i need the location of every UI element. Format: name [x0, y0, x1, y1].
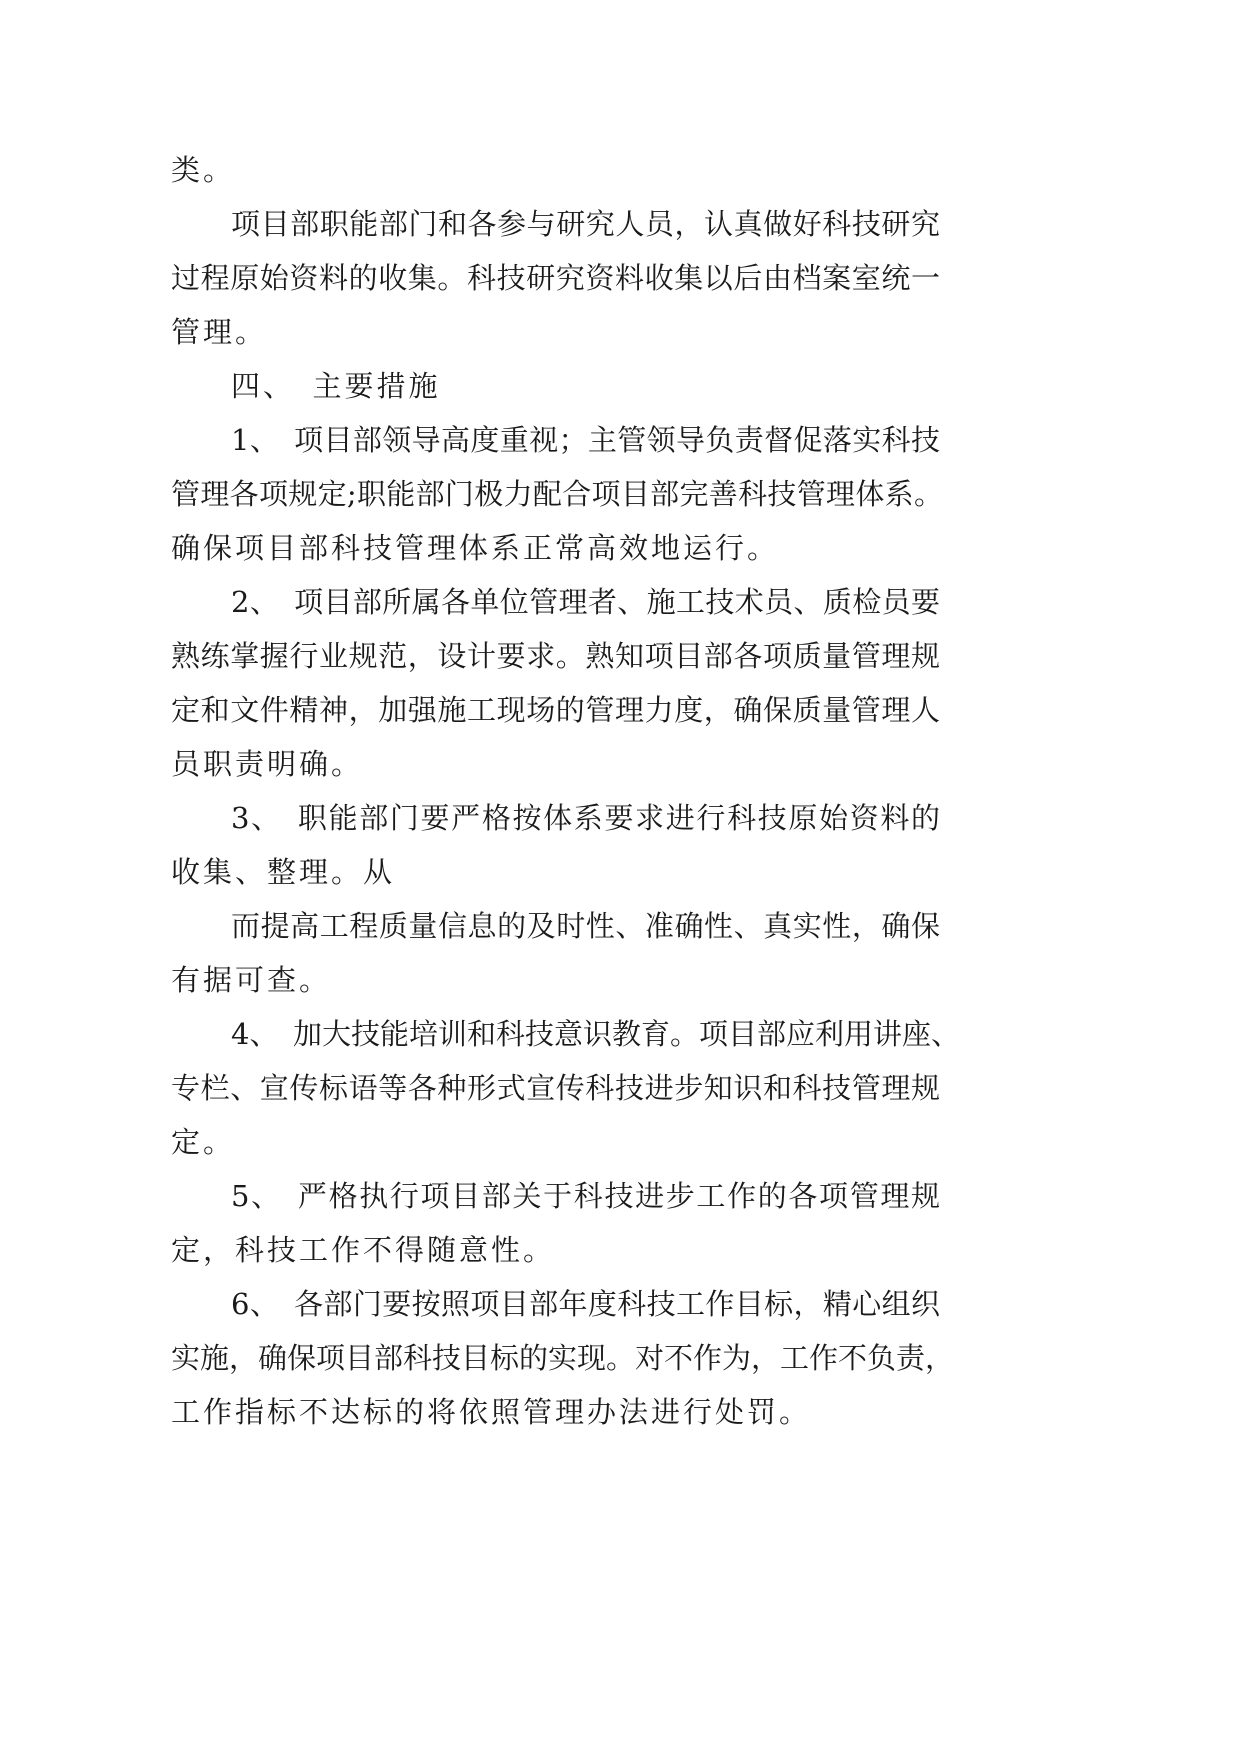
text-line: 定，科技工作不得随意性。	[171, 1233, 556, 1267]
text-line: 2、 项目部所属各单位管理者、施工技术员、质检员要	[231, 585, 940, 619]
text-line: 项目部职能部门和各参与研究人员，认真做好科技研究	[231, 207, 940, 241]
text-line: 6、 各部门要按照项目部年度科技工作目标，精心组织	[231, 1287, 940, 1321]
text-line: 定。	[171, 1125, 236, 1159]
text-line: 员职责明确。	[171, 747, 364, 781]
text-line: 实施，确保项目部科技目标的实现。对不作为，工作不负责，	[171, 1341, 955, 1375]
text-line: 定和文件精神，加强施工现场的管理力度，确保质量管理人	[171, 693, 940, 727]
text-line: 3、 职能部门要严格按体系要求进行科技原始资料的	[231, 801, 940, 835]
text-line: 类。	[171, 153, 236, 187]
text-line: 而提高工程质量信息的及时性、准确性、真实性，确保	[231, 909, 940, 943]
text-line: 5、 严格执行项目部关于科技进步工作的各项管理规	[231, 1179, 940, 1213]
text-line: 有据可查。	[171, 963, 332, 997]
text-line: 管理各项规定;职能部门极力配合项目部完善科技管理体系。	[171, 477, 943, 511]
text-line: 收集、整理。从	[171, 855, 396, 889]
text-line: 过程原始资料的收集。科技研究资料收集以后由档案室统一	[171, 261, 940, 295]
text-line: 工作指标不达标的将依照管理办法进行处罚。	[171, 1395, 812, 1429]
text-line: 确保项目部科技管理体系正常高效地运行。	[171, 531, 780, 565]
text-line: 4、 加大技能培训和科技意识教育。项目部应利用讲座、	[231, 1017, 960, 1051]
text-line: 专栏、宣传标语等各种形式宣传科技进步知识和科技管理规	[171, 1071, 940, 1105]
text-line: 1、 项目部领导高度重视；主管领导负责督促落实科技	[231, 423, 940, 457]
text-line: 管理。	[171, 315, 268, 349]
text-line: 熟练掌握行业规范，设计要求。熟知项目部各项质量管理规	[171, 639, 940, 673]
section-heading: 四、 主要措施	[231, 369, 441, 403]
